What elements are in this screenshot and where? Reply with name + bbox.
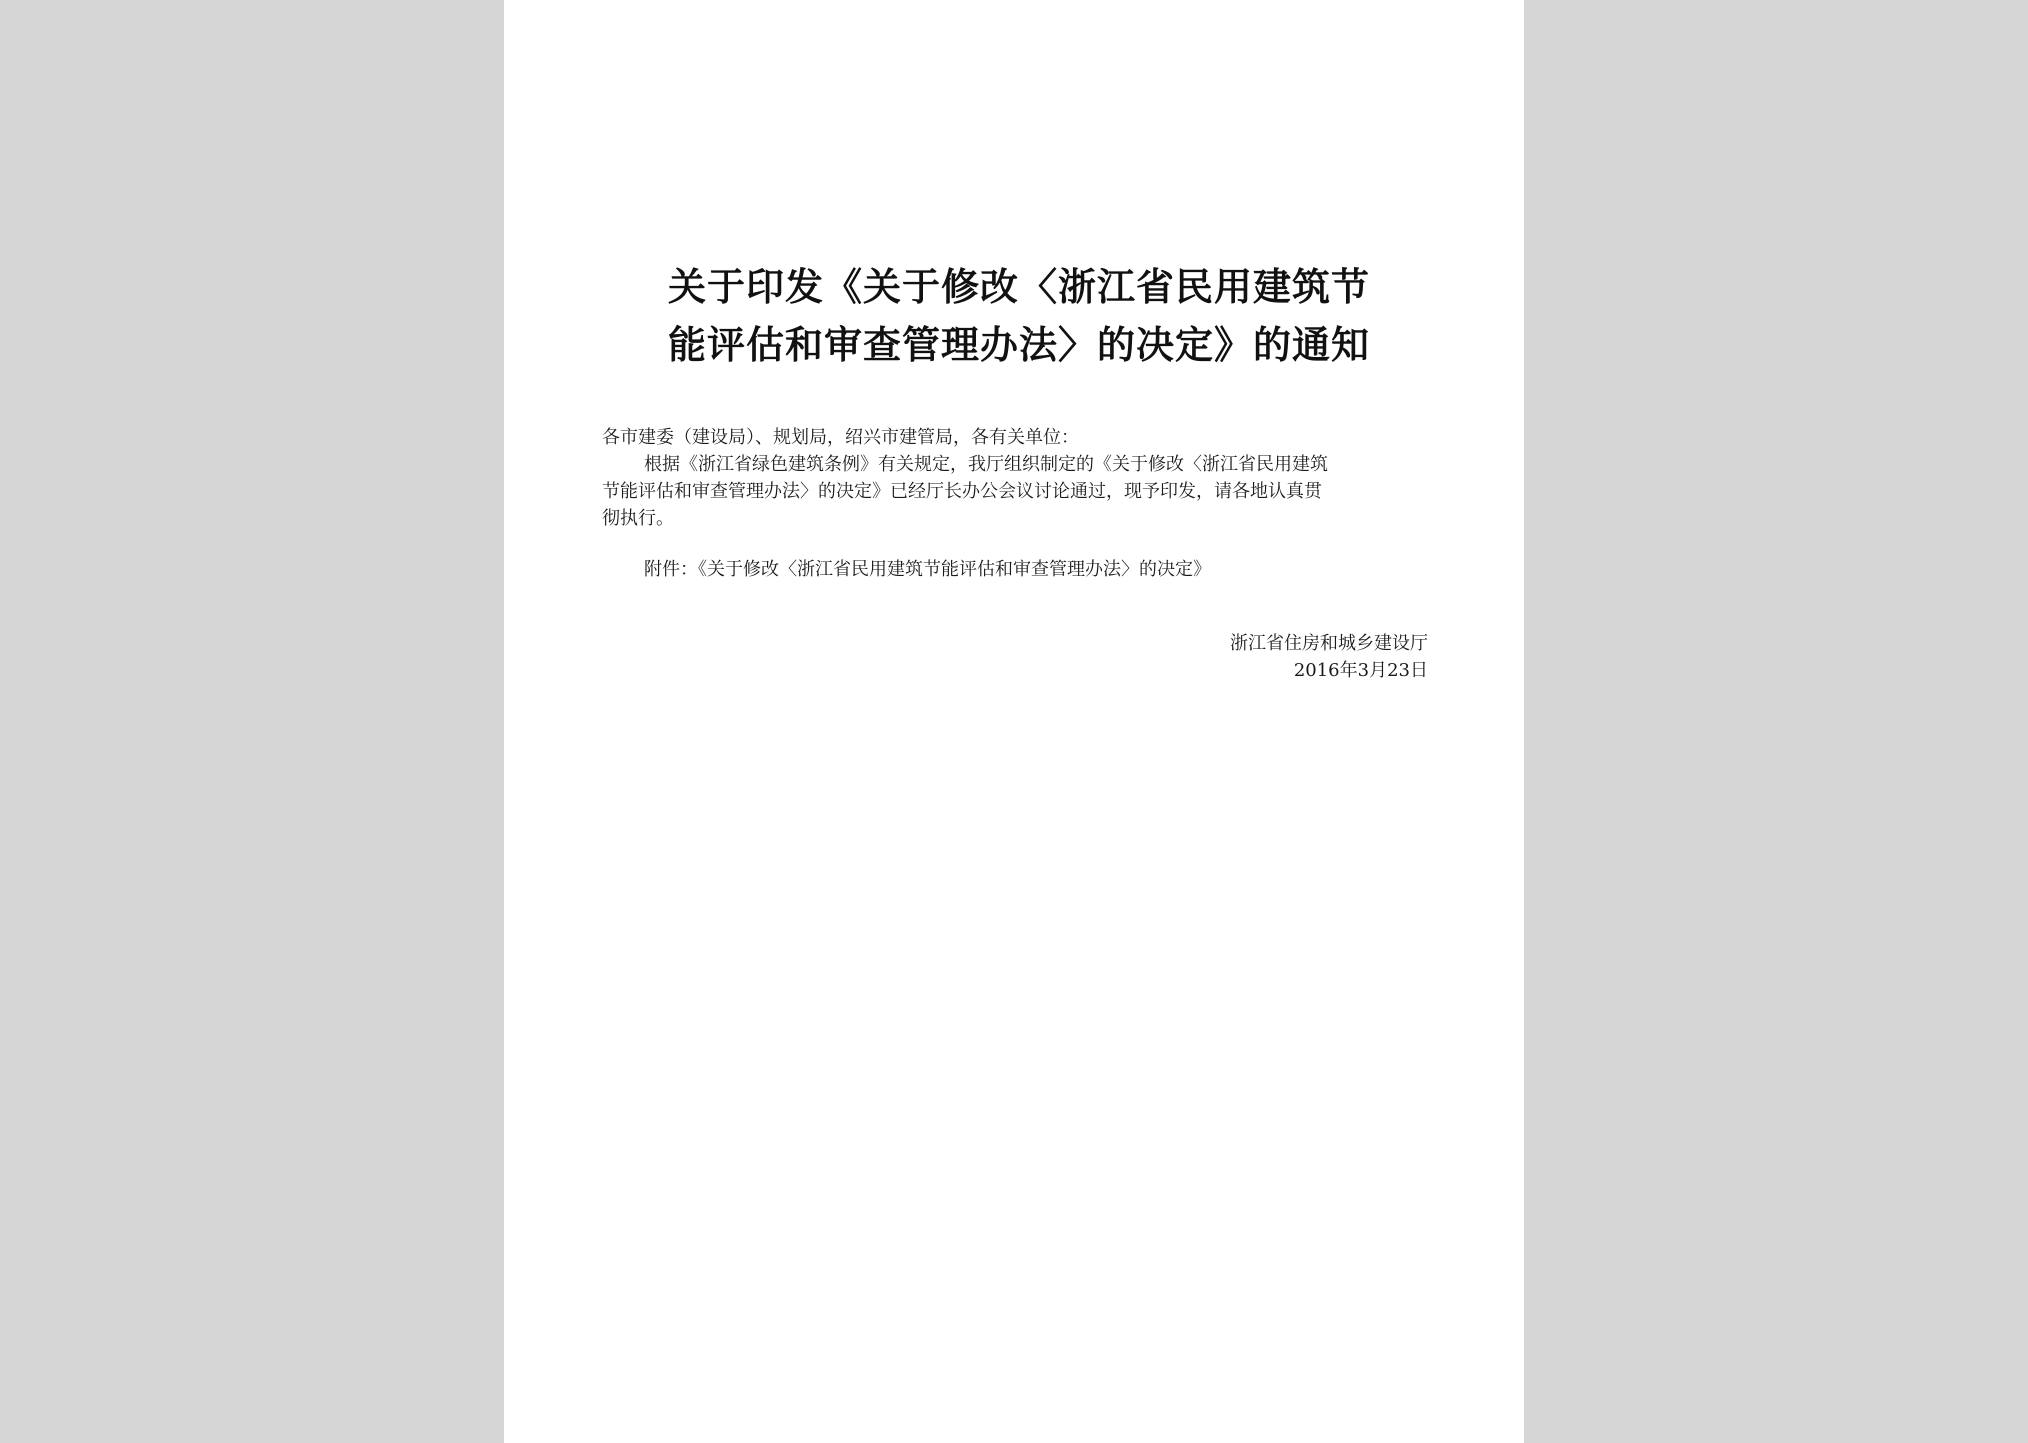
body-line-2: 节能评估和审查管理办法〉的决定》已经厅长办公会议讨论通过，现予印发，请各地认真贯	[602, 481, 1322, 502]
title-line-1: 关于印发《关于修改〈浙江省民用建筑节	[667, 265, 1370, 309]
signature-block	[1230, 630, 1428, 684]
document-body	[602, 424, 1434, 532]
document-page	[504, 0, 1524, 1443]
issuer: 浙江省住房和城乡建设厅	[1230, 633, 1428, 654]
body-line-1: 根据《浙江省绿色建筑条例》有关规定，我厅组织制定的《关于修改〈浙江省民用建筑	[644, 454, 1328, 475]
title-line-2: 能评估和审查管理办法〉的决定》的通知	[667, 323, 1370, 367]
salutation: 各市建委（建设局）、规划局，绍兴市建管局，各有关单位：	[602, 427, 1079, 448]
body-line-3: 彻执行。	[602, 508, 674, 529]
document-title	[604, 258, 1434, 374]
attachment-note: 附件：《关于修改〈浙江省民用建筑节能评估和审查管理办法〉的决定》	[644, 559, 1211, 580]
issue-date: 2016年3月23日	[1293, 660, 1428, 681]
